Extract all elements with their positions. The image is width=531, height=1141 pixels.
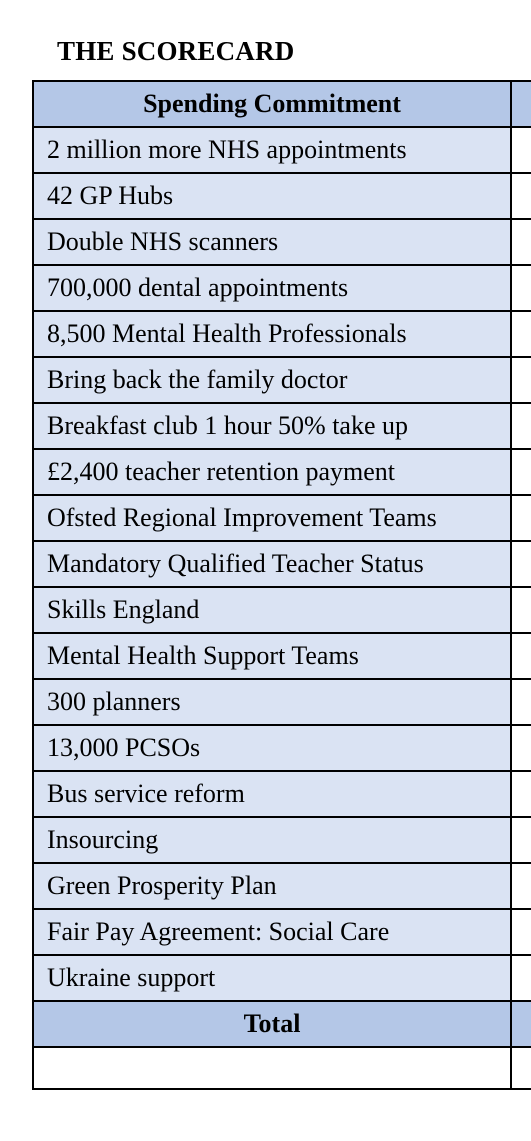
table-row — [33, 541, 531, 587]
blank-row — [33, 1047, 531, 1089]
commitment-value-cell — [511, 817, 531, 863]
commitment-value-cell — [511, 541, 531, 587]
spending-commitment-header: Spending Commitment — [33, 81, 511, 127]
commitment-label: 2 million more NHS appointments — [33, 127, 511, 173]
commitment-label: Mandatory Qualified Teacher Status — [33, 541, 511, 587]
commitment-label: £2,400 teacher retention payment — [33, 449, 511, 495]
commitment-label: Green Prosperity Plan — [33, 863, 511, 909]
commitment-value-cell — [511, 495, 531, 541]
commitment-value-cell — [511, 403, 531, 449]
table-row — [33, 633, 531, 679]
commitment-label: Mental Health Support Teams — [33, 633, 511, 679]
commitment-label: 13,000 PCSOs — [33, 725, 511, 771]
commitment-label: Breakfast club 1 hour 50% take up — [33, 403, 511, 449]
commitment-label: Ofsted Regional Improvement Teams — [33, 495, 511, 541]
commitment-label: Ukraine support — [33, 955, 511, 1001]
commitment-value-cell — [511, 357, 531, 403]
commitment-value-cell — [511, 679, 531, 725]
commitment-label: 8,500 Mental Health Professionals — [33, 311, 511, 357]
table-row — [33, 265, 531, 311]
commitment-value-cell — [511, 311, 531, 357]
commitment-value-cell — [511, 909, 531, 955]
commitment-value-cell — [511, 587, 531, 633]
commitment-label: Double NHS scanners — [33, 219, 511, 265]
table-row — [33, 127, 531, 173]
commitment-label: Bring back the family doctor — [33, 357, 511, 403]
table-row — [33, 311, 531, 357]
table-row — [33, 725, 531, 771]
commitment-label: 42 GP Hubs — [33, 173, 511, 219]
commitment-label: 700,000 dental appointments — [33, 265, 511, 311]
commitment-value-cell — [511, 863, 531, 909]
commitment-label: Insourcing — [33, 817, 511, 863]
total-row — [33, 1001, 531, 1047]
table-row — [33, 909, 531, 955]
table-row — [33, 863, 531, 909]
table-header-row — [33, 81, 531, 127]
commitment-label: Fair Pay Agreement: Social Care — [33, 909, 511, 955]
commitment-label: Skills England — [33, 587, 511, 633]
commitment-value-cell — [511, 219, 531, 265]
total-label: Total — [33, 1001, 511, 1047]
table-row — [33, 679, 531, 725]
commitment-value-cell — [511, 725, 531, 771]
commitment-label: Bus service reform — [33, 771, 511, 817]
commitment-value-cell — [511, 633, 531, 679]
table-row — [33, 403, 531, 449]
total-value-cell — [511, 1001, 531, 1047]
table-row — [33, 495, 531, 541]
scorecard-table — [32, 80, 531, 1090]
commitment-value-cell — [511, 265, 531, 311]
table-row — [33, 449, 531, 495]
commitment-value-cell — [511, 955, 531, 1001]
value-column-header — [511, 81, 531, 127]
blank-cell — [33, 1047, 511, 1089]
table-row — [33, 219, 531, 265]
table-row — [33, 955, 531, 1001]
commitment-value-cell — [511, 173, 531, 219]
table-row — [33, 173, 531, 219]
table-row — [33, 771, 531, 817]
blank-cell — [511, 1047, 531, 1089]
table-row — [33, 587, 531, 633]
commitment-value-cell — [511, 771, 531, 817]
commitment-value-cell — [511, 449, 531, 495]
table-row — [33, 817, 531, 863]
page-title: THE SCORECARD — [57, 36, 295, 66]
commitment-label: 300 planners — [33, 679, 511, 725]
commitment-value-cell — [511, 127, 531, 173]
table-row — [33, 357, 531, 403]
